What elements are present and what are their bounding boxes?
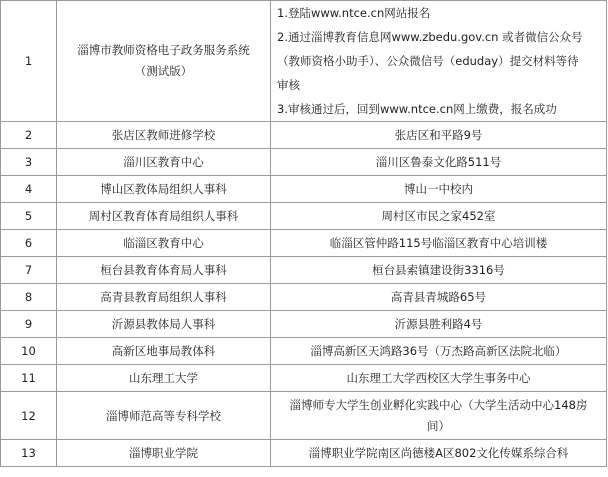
address-line: 1.登陆www.ntce.cn网站报名 (277, 6, 431, 20)
department-line: 淄博市教师资格电子政务服务系统 (77, 43, 250, 57)
row-number: 6 (1, 230, 57, 257)
department-cell: 博山区教体局组织人事科 (57, 176, 271, 203)
table-row (1, 122, 607, 149)
department-line: （测试版） (134, 64, 193, 78)
row-number: 7 (1, 257, 57, 284)
table-row (1, 392, 607, 440)
department-cell: 高新区地事局教体科 (57, 338, 271, 365)
address-cell: 沂源县胜利路4号 (271, 311, 607, 338)
department-cell: 周村区教育体育局组织人事科 (57, 203, 271, 230)
table-row (1, 1, 607, 122)
row-number: 11 (1, 365, 57, 392)
address-cell: 张店区和平路9号 (271, 122, 607, 149)
table-row (1, 365, 607, 392)
table-row (1, 440, 607, 467)
address-line: 淄博师专大学生创业孵化实践中心（大学生活动中心148房 (289, 397, 588, 412)
address-cell: 博山一中校内 (271, 176, 607, 203)
table-row (1, 203, 607, 230)
address-cell: 周村区市民之家452室 (271, 203, 607, 230)
row-number: 12 (1, 392, 57, 440)
address-line: 2.通过淄博教育信息网www.zbedu.gov.cn 或者微信公众号 (277, 30, 583, 44)
row-number: 5 (1, 203, 57, 230)
address-line: 间） (427, 418, 450, 433)
table-row (1, 149, 607, 176)
address-cell (271, 392, 607, 440)
row-number: 9 (1, 311, 57, 338)
address-cell: 临淄区管仲路115号临淄区教育中心培训楼 (271, 230, 607, 257)
row-number: 2 (1, 122, 57, 149)
address-line: 审核 (277, 78, 300, 92)
table-row (1, 284, 607, 311)
department-cell: 桓台县教育体育局人事科 (57, 257, 271, 284)
row-number: 10 (1, 338, 57, 365)
address-cell: 淄川区鲁泰文化路511号 (271, 149, 607, 176)
department-cell: 淄川区教育中心 (57, 149, 271, 176)
table-row (1, 230, 607, 257)
row-number: 4 (1, 176, 57, 203)
table-row (1, 338, 607, 365)
address-line: （教师资格小助手）、公众微信号（eduday）提交材料等待 (277, 54, 579, 68)
table-row (1, 311, 607, 338)
table-row (1, 257, 607, 284)
address-cell: 山东理工大学西校区大学生事务中心 (271, 365, 607, 392)
address-line: 3.审核通过后，回到www.ntce.cn网上缴费，报名成功 (277, 102, 557, 116)
address-cell: 高青县青城路65号 (271, 284, 607, 311)
address-cell: 淄博职业学院南区尚德楼A区802文化传媒系综合科 (271, 440, 607, 467)
department-cell: 淄博师范高等专科学校 (57, 392, 271, 440)
department-cell: 淄博职业学院 (57, 440, 271, 467)
row-number: 8 (1, 284, 57, 311)
department-cell (57, 1, 271, 122)
department-cell: 高青县教育局组织人事科 (57, 284, 271, 311)
department-cell: 山东理工大学 (57, 365, 271, 392)
department-cell: 沂源县教体局人事科 (57, 311, 271, 338)
address-cell: 桓台县索镇建设街3316号 (271, 257, 607, 284)
row-number: 13 (1, 440, 57, 467)
department-cell: 临淄区教育中心 (57, 230, 271, 257)
address-cell (271, 1, 607, 122)
table-row (1, 176, 607, 203)
row-number: 1 (1, 1, 57, 122)
department-cell: 张店区教师进修学校 (57, 122, 271, 149)
address-cell: 淄博高新区天鸿路36号（万杰路高新区法院北临） (271, 338, 607, 365)
row-number: 3 (1, 149, 57, 176)
